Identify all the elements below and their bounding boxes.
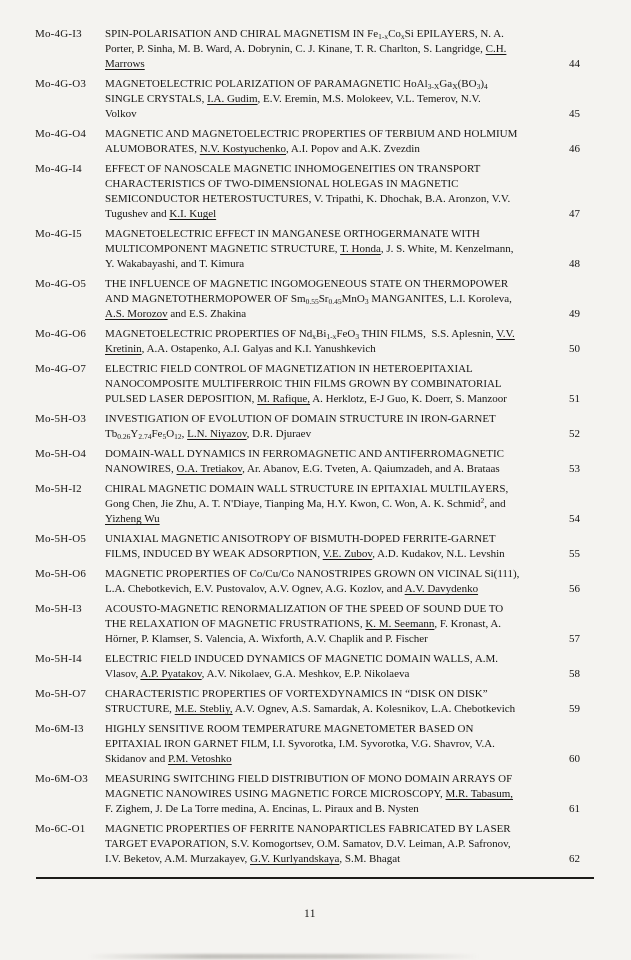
entry-title bbox=[105, 687, 545, 717]
entry-title-line: SPIN-POLARISATION AND CHIRAL MAGNETISM IN $Fe_{1-x}Co_xSi$ EPILAYERS, N. A. bbox=[105, 28, 504, 41]
entry-title-line: L.A. Chebotkevich, E.V. Pustovalov, A.V. Ognev, A.G. Kozlov, and A.V. Davydenko bbox=[105, 583, 479, 595]
page-number: 11 bbox=[303, 908, 317, 920]
entry-title-line: CHARACTERISTICS OF TWO-DIMENSIONAL HOLEGAS IN MAGNETIC bbox=[105, 178, 459, 190]
entry-title-line: TARGET EVAPORATION, S.V. Komogortsev, O.M. Samatov, D.V. Leiman, A.P. Safronov, bbox=[105, 838, 511, 850]
entry-page-number: 58 bbox=[569, 668, 580, 680]
entry-title-line: MAGNETIC NANOWIRES USING MAGNETIC FORCE MICROSCOPY, M.R. Tabasum, bbox=[105, 788, 514, 800]
entry-title-line: Yizheng Wu bbox=[105, 513, 160, 525]
entry-title bbox=[105, 532, 545, 562]
toc-entry bbox=[35, 162, 580, 222]
entry-code: Mo-6M-I3 bbox=[35, 723, 84, 735]
entry-title bbox=[105, 482, 545, 527]
entry-page-number: 54 bbox=[569, 513, 580, 525]
entry-code: Mo-5H-O4 bbox=[35, 448, 87, 460]
toc-entry bbox=[35, 652, 580, 682]
entry-title-line: NANOWIRES, O.A. Tretiakov, Ar. Abanov, E.G. Tveten, A. Qaiumzadeh, and A. Brataas bbox=[105, 463, 500, 475]
entry-code: Mo-5H-O6 bbox=[35, 568, 87, 580]
entry-title-line: Kretinin, A.A. Ostapenko, A.I. Galyas and K.I. Yanushkevich bbox=[105, 343, 376, 355]
entry-title bbox=[105, 567, 545, 597]
toc-entry bbox=[35, 77, 580, 122]
toc-entry bbox=[35, 27, 580, 72]
entry-page-number: 56 bbox=[569, 583, 580, 595]
toc-entry bbox=[35, 362, 580, 407]
entry-title-line: SEMICONDUCTOR HETEROSTUCTURES, V. Tripathi, K. Dhochak, B.A. Aronzon, V.V. bbox=[105, 193, 511, 205]
entry-title-line: Skidanov and P.M. Vetoshko bbox=[105, 753, 232, 765]
entry-page-number: 47 bbox=[569, 208, 580, 220]
footer-rule bbox=[36, 877, 594, 879]
entry-title-line: ELECTRIC FIELD INDUCED DYNAMICS OF MAGNETIC DOMAIN WALLS, A.M. bbox=[105, 653, 499, 665]
entry-title bbox=[105, 722, 545, 767]
entry-title-line: CHIRAL MAGNETIC DOMAIN WALL STRUCTURE IN EPITAXIAL MULTILAYERS, bbox=[105, 483, 509, 495]
entry-title-line: Gong Chen, Jie Zhu, A. T. N'Diaye, Tianping Ma, H.Y. Kwon, C. Won, A. K. Schmid$^2$, and bbox=[105, 496, 506, 510]
entry-code: Mo-5H-O3 bbox=[35, 413, 87, 425]
entry-title-line: THE INFLUENCE OF MAGNETIC INGOMOGENEOUS STATE ON THERMOPOWER bbox=[105, 278, 509, 290]
entry-title-line: THE RELAXATION OF MAGNETIC FRUSTRATIONS, K. M. Seemann, F. Kronast, A. bbox=[105, 618, 502, 630]
toc-entry bbox=[35, 602, 580, 647]
entry-page-number: 52 bbox=[569, 428, 580, 440]
entry-title-line: PULSED LASER DEPOSITION, M. Rafique, A. Herklotz, E-J Guo, K. Doerr, S. Manzoor bbox=[105, 393, 507, 405]
entry-title-line: I.V. Beketov, A.M. Murzakayev, G.V. Kurlyandskaya, S.M. Bhagat bbox=[105, 853, 401, 865]
entry-title-line: F. Zighem, J. De La Torre medina, A. Encinas, L. Piraux and B. Nysten bbox=[105, 803, 419, 815]
entry-code: Mo-4G-I4 bbox=[35, 163, 82, 175]
entry-page-number: 48 bbox=[569, 258, 580, 270]
toc-entry bbox=[35, 447, 580, 477]
toc-entry bbox=[35, 772, 580, 817]
entry-title-line: A.S. Morozov and E.S. Zhakina bbox=[105, 308, 247, 320]
entry-title bbox=[105, 772, 545, 817]
toc-entry bbox=[35, 722, 580, 767]
entry-page-number: 45 bbox=[569, 108, 580, 120]
toc-entry bbox=[35, 567, 580, 597]
entry-title-line: NANOCOMPOSITE MULTIFERROIC THIN FILMS GROWN BY COMBINATORIAL bbox=[105, 378, 502, 390]
entry-title-line: HIGHLY SENSITIVE ROOM TEMPERATURE MAGNETOMETER BASED ON bbox=[105, 723, 474, 735]
toc-entry bbox=[35, 127, 580, 157]
entry-title bbox=[105, 362, 545, 407]
entry-title bbox=[105, 77, 545, 122]
entry-title-line: Marrows bbox=[105, 58, 145, 70]
toc-entry bbox=[35, 227, 580, 272]
entry-title-line: EPITAXIAL IRON GARNET FILM, I.I. Syvorotka, I.M. Syvorotka, V.G. Shavrov, V.A. bbox=[105, 738, 495, 750]
entry-page-number: 59 bbox=[569, 703, 580, 715]
entry-title bbox=[105, 127, 545, 157]
entry-title-line: ACOUSTO-MAGNETIC RENORMALIZATION OF THE SPEED OF SOUND DUE TO bbox=[105, 603, 504, 615]
entry-title-line: Y. Wakabayashi, and T. Kimura bbox=[105, 258, 245, 270]
entry-page-number: 57 bbox=[569, 633, 580, 645]
entry-title-line: $Tb_{0.26}Y_{2.74}Fe_5O_{12}$, L.N. Niyazov, D.R. Djuraev bbox=[105, 428, 312, 441]
entry-page-number: 51 bbox=[569, 393, 580, 405]
entry-code: Mo-6C-O1 bbox=[35, 823, 86, 835]
entry-page-number: 61 bbox=[569, 803, 580, 815]
entry-title-line: MAGNETOELECTRIC PROPERTIES OF $Nd_xBi_{1-x}FeO_3$ THIN FILMS, S.S. Aplesnin, V.V. bbox=[105, 328, 515, 341]
entry-title-line: Tugushev and K.I. Kugel bbox=[105, 208, 217, 220]
entry-title-line: ELECTRIC FIELD CONTROL OF MAGNETIZATION IN HETEROEPITAXIAL bbox=[105, 363, 473, 375]
toc-entry bbox=[35, 327, 580, 357]
entry-code: Mo-5H-O5 bbox=[35, 533, 87, 545]
entry-title-line: EFFECT OF NANOSCALE MAGNETIC INHOMOGENEITIES ON TRANSPORT bbox=[105, 163, 481, 175]
entry-title-line: MAGNETIC PROPERTIES OF Co/Cu/Co NANOSTRIPES GROWN ON VICINAL Si(111), bbox=[105, 568, 520, 580]
entry-title bbox=[105, 652, 545, 682]
scan-edge-artifact bbox=[88, 954, 480, 959]
entry-title-line: SINGLE CRYSTALS, I.A. Gudim, E.V. Eremin, M.S. Molokeev, V.L. Temerov, N.V. bbox=[105, 93, 481, 105]
entry-page-number: 62 bbox=[569, 853, 580, 865]
toc-entry bbox=[35, 822, 580, 867]
entry-title bbox=[105, 327, 545, 357]
entry-title-line: ALUMOBORATES, N.V. Kostyuchenko, A.I. Popov and A.K. Zvezdin bbox=[105, 143, 420, 155]
entry-code: Mo-6M-O3 bbox=[35, 773, 88, 785]
entry-title-line: MAGNETIC PROPERTIES OF FERRITE NANOPARTICLES FABRICATED BY LASER bbox=[105, 823, 511, 835]
entry-code: Mo-4G-O7 bbox=[35, 363, 87, 375]
entry-title-line: UNIAXIAL MAGNETIC ANISOTROPY OF BISMUTH-DOPED FERRITE-GARNET bbox=[105, 533, 496, 545]
entry-title-line: AND MAGNETOTHERMOPOWER OF $Sm_{0.55}Sr_{0.45}MnO_3$ MANGANITES, L.I. Koroleva, bbox=[105, 293, 512, 306]
toc-entry bbox=[35, 412, 580, 442]
entry-page-number: 60 bbox=[569, 753, 580, 765]
entry-title-line: Hörner, P. Klamser, S. Valencia, A. Wixforth, A.V. Chaplik and P. Fischer bbox=[105, 633, 428, 645]
entry-title-line: MEASURING SWITCHING FIELD DISTRIBUTION OF MONO DOMAIN ARRAYS OF bbox=[105, 773, 513, 785]
entry-title-line: Volkov bbox=[105, 108, 137, 120]
entry-code: Mo-4G-O5 bbox=[35, 278, 87, 290]
toc-list bbox=[35, 27, 580, 872]
entry-page-number: 55 bbox=[569, 548, 580, 560]
entry-title bbox=[105, 822, 545, 867]
entry-title bbox=[105, 27, 545, 72]
entry-title-line: STRUCTURE, M.E. Stebliy, A.V. Ognev, A.S. Samardak, A. Kolesnikov, L.A. Chebotkevich bbox=[105, 703, 516, 715]
entry-title-line: MAGNETOELECTRIC EFFECT IN MANGANESE ORTHOGERMANATE WITH bbox=[105, 228, 480, 240]
entry-title-line: CHARACTERISTIC PROPERTIES OF VORTEXDYNAMICS IN “DISK ON DISK” bbox=[105, 688, 488, 700]
toc-entry bbox=[35, 277, 580, 322]
entry-title bbox=[105, 227, 545, 272]
entry-title-line: MAGNETIC AND MAGNETOELECTRIC PROPERTIES OF TERBIUM AND HOLMIUM bbox=[105, 128, 518, 140]
entry-code: Mo-4G-I3 bbox=[35, 28, 82, 40]
entry-title-line: Porter, P. Sinha, M. B. Ward, A. Dobrynin, C. J. Kinane, T. R. Charlton, S. Langridge, C.H. bbox=[105, 43, 507, 55]
entry-title bbox=[105, 277, 545, 322]
entry-code: Mo-5H-I2 bbox=[35, 483, 82, 495]
toc-entry bbox=[35, 482, 580, 527]
entry-title-line: MAGNETOELECTRIC POLARIZATION OF PARAMAGNETIC $HoAl_{3-X}Ga_X(BO_3)_4$ bbox=[105, 78, 488, 91]
entry-title-line: MULTICOMPONENT MAGNETIC STRUCTURE, T. Honda, J. S. White, M. Kenzelmann, bbox=[105, 243, 514, 255]
entry-page-number: 53 bbox=[569, 463, 580, 475]
entry-title-line: DOMAIN-WALL DYNAMICS IN FERROMAGNETIC AND ANTIFERROMAGNETIC bbox=[105, 448, 504, 460]
entry-code: Mo-5H-O7 bbox=[35, 688, 87, 700]
entry-page-number: 50 bbox=[569, 343, 580, 355]
toc-entry bbox=[35, 687, 580, 717]
entry-title bbox=[105, 602, 545, 647]
entry-title bbox=[105, 162, 545, 222]
entry-title-line: INVESTIGATION OF EVOLUTION OF DOMAIN STRUCTURE IN IRON-GARNET bbox=[105, 413, 496, 425]
entry-title-line: FILMS, INDUCED BY WEAK ADSORPTION, V.E. Zubov, A.D. Kudakov, N.L. Levshin bbox=[105, 548, 505, 560]
entry-title bbox=[105, 412, 545, 442]
entry-code: Mo-5H-I4 bbox=[35, 653, 82, 665]
entry-title-line: Vlasov, A.P. Pyatakov, A.V. Nikolaev, G.A. Meshkov, E.P. Nikolaeva bbox=[105, 668, 410, 680]
entry-page-number: 44 bbox=[569, 58, 580, 70]
entry-page-number: 49 bbox=[569, 308, 580, 320]
entry-code: Mo-4G-O3 bbox=[35, 78, 87, 90]
entry-title bbox=[105, 447, 545, 477]
entry-code: Mo-4G-I5 bbox=[35, 228, 82, 240]
entry-code: Mo-4G-O4 bbox=[35, 128, 87, 140]
entry-code: Mo-4G-O6 bbox=[35, 328, 87, 340]
entry-code: Mo-5H-I3 bbox=[35, 603, 82, 615]
entry-page-number: 46 bbox=[569, 143, 580, 155]
toc-entry bbox=[35, 532, 580, 562]
